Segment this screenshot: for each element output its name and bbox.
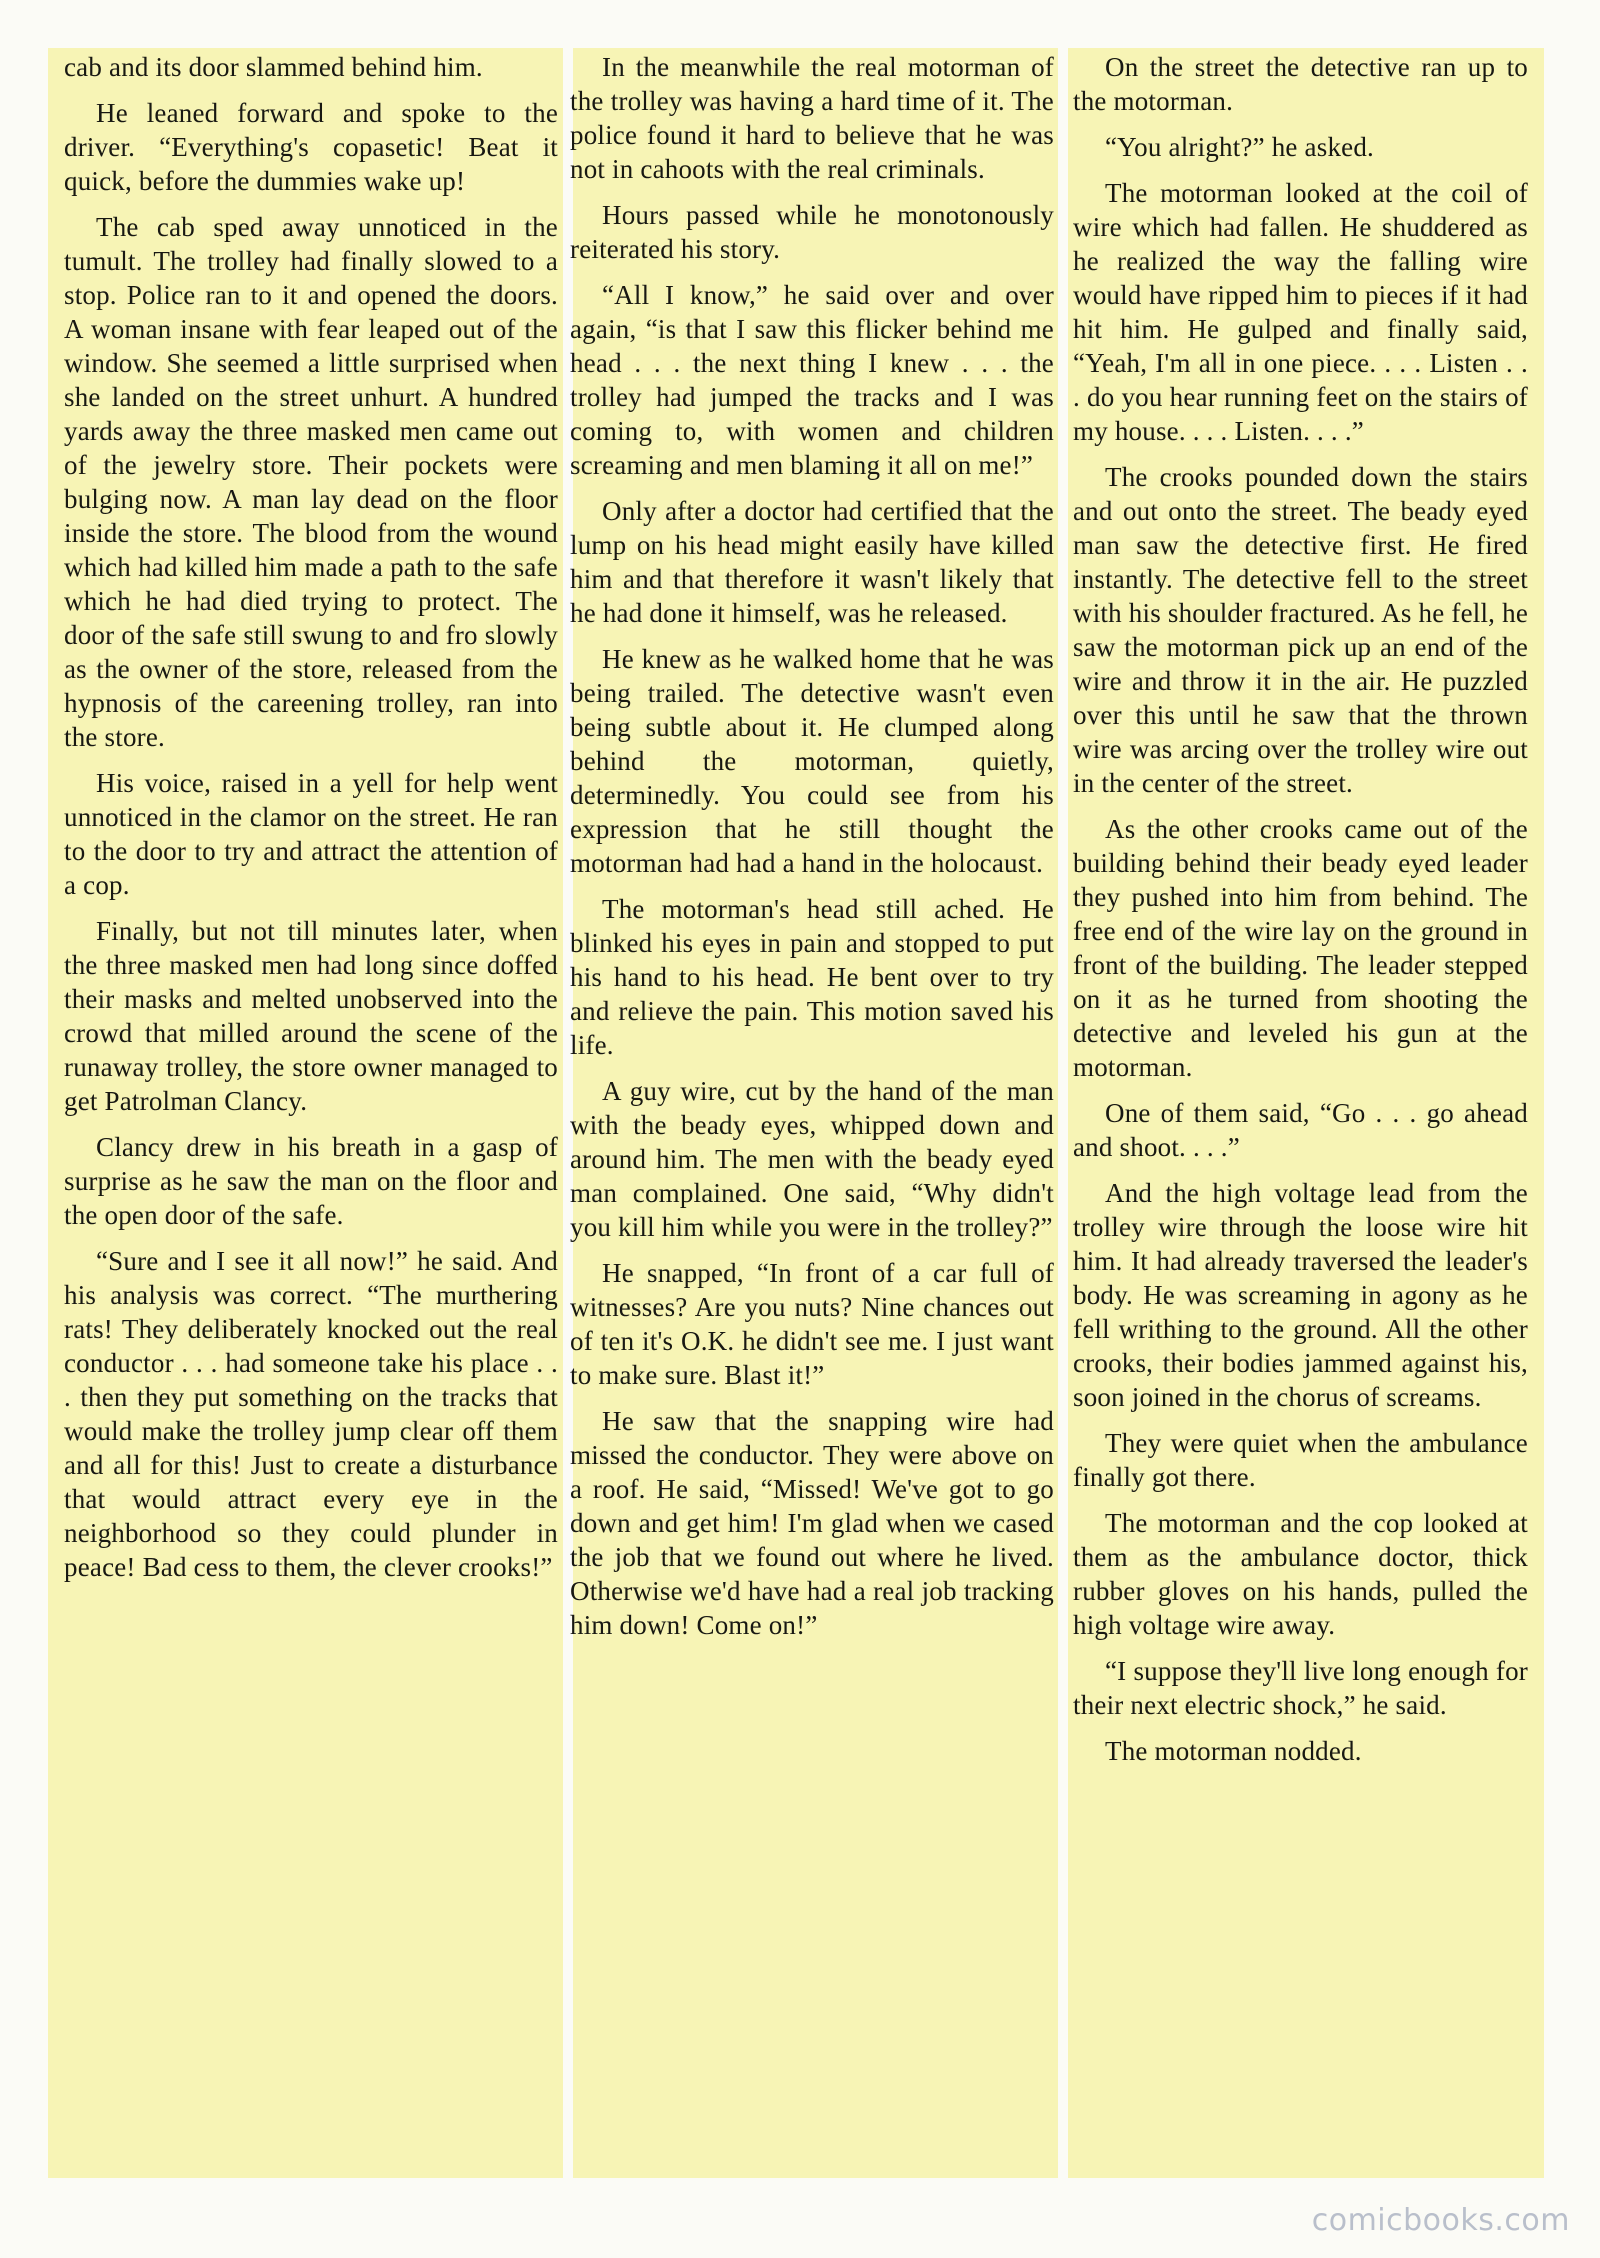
paragraph: On the street the detective ran up to the motorman. — [1073, 52, 1528, 116]
paragraph: He saw that the snapping wire had missed the conductor. They were above on a roof. He said, “Missed! We've got to go down and get him! I'm glad when we cased the job that we found out where he lived. Otherwise we'd have had a real job tracking him down! Come on!” — [570, 1406, 1054, 1640]
text-column-2 — [570, 50, 1054, 1654]
paragraph: The motorman's head still ached. He blinked his eyes in pain and stopped to put his hand to his head. He bent over to try and relieve the pain. This motion saved his life. — [570, 894, 1054, 1060]
watermark-text: comicbooks.com — [1311, 2203, 1570, 2238]
paragraph: “You alright?” he asked. — [1105, 132, 1374, 162]
paragraph: Only after a doctor had certified that the lump on his head might easily have killed him and that therefore it wasn't likely that he had done it himself, was he released. — [570, 496, 1054, 628]
paragraph: He leaned forward and spoke to the driver. “Everything's copasetic! Beat it quick, before the dummies wake up! — [64, 98, 558, 196]
paragraph: His voice, raised in a yell for help went unnoticed in the clamor on the street. He ran to the door to try and attract the attention of a cop. — [64, 768, 558, 900]
paragraph: cab and its door slammed behind him. — [64, 52, 483, 82]
column-gutter — [1058, 48, 1068, 2178]
paragraph: Clancy drew in his breath in a gasp of surprise as he saw the man on the floor and the open door of the safe. — [64, 1132, 558, 1230]
paragraph: The motorman and the cop looked at them as the ambulance doctor, thick rubber gloves on his hands, pulled the high voltage wire away. — [1073, 1508, 1528, 1640]
paragraph: The crooks pounded down the stairs and out onto the street. The beady eyed man saw the detective first. He fired instantly. The detective fell to the street with his shoulder fractured. As he fell, he saw the motorman pick up an end of the wire and throw it in the air. He puzzled over this until he saw that the thrown wire was arcing over the trolley wire out in the center of the street. — [1073, 462, 1528, 798]
paragraph: The motorman looked at the coil of wire which had fallen. He shuddered as he realized the way the falling wire would have ripped him to pieces if it had hit him. He gulped and finally said, “Yeah, I'm all in one piece. . . . Listen . . . do you hear running feet on the stairs of my house. . . . Listen. . . .” — [1073, 178, 1528, 446]
text-column-1 — [64, 50, 558, 1596]
paragraph: Hours passed while he monotonously reiterated his story. — [570, 200, 1054, 264]
text-column-3 — [1073, 50, 1528, 1780]
paragraph: As the other crooks came out of the building behind their beady eyed leader they pushed into him from behind. The free end of the wire lay on the ground in front of the building. The leader stepped on it as he turned from shooting the detective and leveled his gun at the motorman. — [1073, 814, 1528, 1082]
paragraph: The motorman nodded. — [1105, 1736, 1362, 1766]
text-page — [48, 48, 1544, 2178]
paragraph: A guy wire, cut by the hand of the man with the beady eyes, whipped down and around him. The men with the beady eyed man complained. One said, “Why didn't you kill him while you were in the trolley?” — [570, 1076, 1054, 1242]
paragraph: The cab sped away unnoticed in the tumult. The trolley had finally slowed to a stop. Police ran to it and opened the doors. A woman insane with fear leaped out of the window. She seemed a little surprised when she landed on the street unhurt. A hundred yards away the three masked men came out of the jewelry store. Their pockets were bulging now. A man lay dead on the floor inside the store. The blood from the wound which had killed him made a path to the safe which he had died trying to protect. The door of the safe still swung to and fro slowly as the owner of the store, released from the hypnosis of the careening trolley, ran into the store. — [64, 212, 558, 752]
paragraph: In the meanwhile the real motorman of the trolley was having a hard time of it. The police found it hard to believe that he was not in cahoots with the real criminals. — [570, 52, 1054, 184]
paragraph: “All I know,” he said over and over again, “is that I saw this flicker behind me head . . . the next thing I knew . . . the trolley had jumped the tracks and I was coming to, with women and children screaming and men blaming it all on me!” — [570, 280, 1054, 480]
paragraph: They were quiet when the ambulance finally got there. — [1073, 1428, 1528, 1492]
paragraph: Finally, but not till minutes later, when the three masked men had long since doffed their masks and melted unobserved into the crowd that milled around the scene of the runaway trolley, the store owner managed to get Patrolman Clancy. — [64, 916, 558, 1116]
paragraph: He knew as he walked home that he was being trailed. The detective wasn't even being subtle about it. He clumped along behind the motorman, quietly, determinedly. You could see from his expression that he still thought the motorman had had a hand in the holocaust. — [570, 644, 1054, 878]
paragraph: And the high voltage lead from the trolley wire through the loose wire hit him. It had already traversed the leader's body. He was screaming in agony as he fell writhing to the ground. All the other crooks, their bodies jammed against his, soon joined in the chorus of screams. — [1073, 1178, 1528, 1412]
paragraph: One of them said, “Go . . . go ahead and shoot. . . .” — [1073, 1098, 1528, 1162]
paragraph: He snapped, “In front of a car full of witnesses? Are you nuts? Nine chances out of ten it's O.K. he didn't see me. I just want to make sure. Blast it!” — [570, 1258, 1054, 1390]
paragraph: “Sure and I see it all now!” he said. And his analysis was correct. “The murthering rats! They deliberately knocked out the real conductor . . . had someone take his place . . . then they put something on the tracks that would make the trolley jump clear off them and all for this! Just to create a disturbance that would attract every eye in the neighborhood so they could plunder in peace! Bad cess to them, the clever crooks!” — [64, 1246, 558, 1582]
paragraph: “I suppose they'll live long enough for their next electric shock,” he said. — [1073, 1656, 1528, 1720]
